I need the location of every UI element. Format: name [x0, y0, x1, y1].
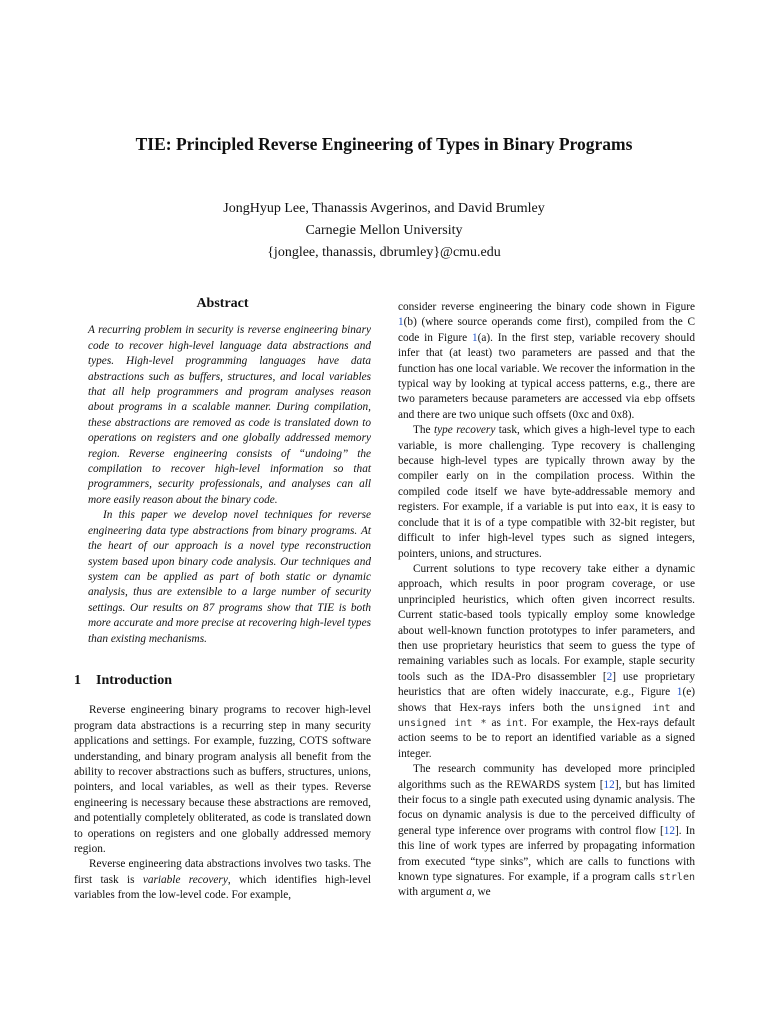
citation-link[interactable]: 12: [603, 778, 615, 791]
author-names: JongHyup Lee, Thanassis Avgerinos, and David Brumley: [223, 201, 545, 216]
text-run: ] use proprietary heuristics that are often widely inaccurate, e.g., Figure: [398, 670, 695, 699]
body-paragraph: [398, 762, 695, 901]
text-run: , we: [471, 886, 491, 899]
paper-title: TIE: Principled Reverse Engineering of Types in Binary Programs: [135, 134, 633, 154]
text-run: ], but has limited their focus to a single path executed using dynamic analysis. The focus on dynamic analysis is due to the perceived difficulty of general type inference over programs with control flow [: [398, 778, 695, 837]
body-paragraph: [74, 703, 371, 857]
left-column: [74, 296, 371, 904]
abstract-paragraph: [88, 323, 371, 508]
citation-link[interactable]: 1: [676, 686, 683, 699]
text-run: In this paper we develop novel techniques for reverse engineering data type abstractions from binary programs. At the heart of our approach is a novel type reconstruction system based upon binary code analysis. Our techniques and system can be applied as part of both static or dynamic analysis, thus are extensible to a large number of security settings. Our results on 87 programs show that TIE is both more accurate and more precise at recovering high-level types than existing mechanisms.: [88, 509, 371, 645]
author-block: [0, 198, 768, 264]
text-run: Reverse engineering data abstractions involves two tasks. The first task is: [74, 858, 371, 886]
section-number: 1: [74, 672, 81, 688]
text-run: and: [670, 701, 695, 714]
citation-link[interactable]: 1: [471, 331, 478, 344]
body-paragraph: [398, 562, 695, 762]
section-title: Introduction: [96, 672, 172, 688]
text-run: (a). In the first step, variable recovery should infer that (at least) two parameters are passed and that the function has one local variable. We recover the information in the typical way by looking at typical access patterns, e.g., there are two parameters because parameters are accessed via: [398, 331, 695, 406]
inline-code: unsigned int: [592, 702, 671, 714]
text-run: with argument: [398, 886, 467, 899]
body-paragraph: [398, 423, 695, 562]
text-run: . For example, the Hex-rays default action seems to be to report an identified variable as a signed integer.: [398, 716, 695, 760]
abstract-body: [74, 323, 371, 647]
text-run: consider reverse engineering the binary code shown in Figure: [398, 301, 695, 313]
section-heading-introduction: [74, 673, 371, 688]
author-email: {jonglee, thanassis, dbrumley}@cmu.edu: [267, 245, 501, 260]
text-run: The research community has developed more principled algorithms such as the REWARDS system [: [398, 763, 695, 791]
inline-code: strlen: [658, 872, 695, 884]
text-run: (e) shows that Hex-rays infers both the: [398, 686, 695, 714]
text-run: as: [486, 716, 506, 729]
inline-code: ebp: [643, 394, 662, 406]
text-run: (b) (where source operands come first), compiled from the C code in Figure: [398, 316, 695, 344]
text-run: offsets and there are two unique such offsets (0xc and 0x8).: [398, 393, 695, 421]
author-affiliation: Carnegie Mellon University: [305, 223, 463, 238]
text-run: Reverse engineering binary programs to recover high-level program data abstractions is a recurring step in many security applications and settings. For example, fuzzing, COTS software understanding, and binary program analysis all benefit from the ability to recover abstractions such as buffers, structures, unions, pointers, and local variables, as well as their types. Reverse engineering is necessary because these abstractions are removed, and potentially completely obliterated, as code is translated down to operations on registers and one globally addressed memory region.: [74, 704, 371, 855]
citation-link[interactable]: 12: [663, 824, 676, 837]
italic-term: a: [466, 886, 472, 899]
text-run: task, which gives a high-level type to each variable, is more challenging. Type recovery is challenging because high-level types are typically thrown away by the compiler early on in the compilation process. Within the compiled code itself we have byte-addressable memory and registers. For example, if a variable is put into: [398, 424, 696, 514]
text-run: ]. In this line of work types are inferred by propagating information from executed “type sinks”, which are calls to functions with known type signatures. For example, if a program calls: [398, 824, 695, 884]
text-run: Current solutions to type recovery take either a dynamic approach, which results in poor program coverage, or use unprincipled heuristics, which often given incorrect results. Current static-based tools typically employ some knowledge about well-known function prototypes to infer parameters, and then use proprietary heuristics that seem to guess the type of remaining variables such as locals. For example, staple security tools such as the IDA-Pro disassembler [: [398, 562, 695, 683]
text-run: The: [413, 424, 434, 437]
body-paragraph: [398, 300, 695, 423]
right-column: [398, 300, 695, 901]
body-paragraph: [74, 857, 371, 903]
italic-term: variable recovery: [142, 873, 228, 886]
inline-code: unsigned int *: [398, 717, 487, 729]
inline-code: int: [505, 717, 524, 729]
text-run: , it is easy to conclude that it is of a type compatible with 32-bit register, but difficult to infer high-level types such as signed integers, pointers, unions, and structures.: [398, 501, 695, 560]
citation-link[interactable]: 1: [398, 316, 404, 329]
text-run: , which identifies high-level variables from the low-level code. For example,: [74, 873, 371, 902]
citation-link[interactable]: 2: [606, 670, 613, 683]
abstract-paragraph: [88, 508, 371, 647]
text-run: A recurring problem in security is reverse engineering binary code to recover high-level language data abstractions and types. High-level programming languages have data abstractions such as buffers, structures, and local variables that all help programmers and program analyses reason about programs in a scalable manner. During compilation, these abstractions are removed as code is translated down to operations on registers and one globally addressed memory region. Reverse engineering consists of “undoing” the compilation to recover high-level information so that programmers, security professionals, and analyses can all more easily reason about the binary code.: [88, 324, 371, 506]
italic-term: type recovery: [434, 424, 496, 437]
abstract-heading: Abstract: [196, 296, 249, 311]
inline-code: eax: [616, 502, 635, 514]
